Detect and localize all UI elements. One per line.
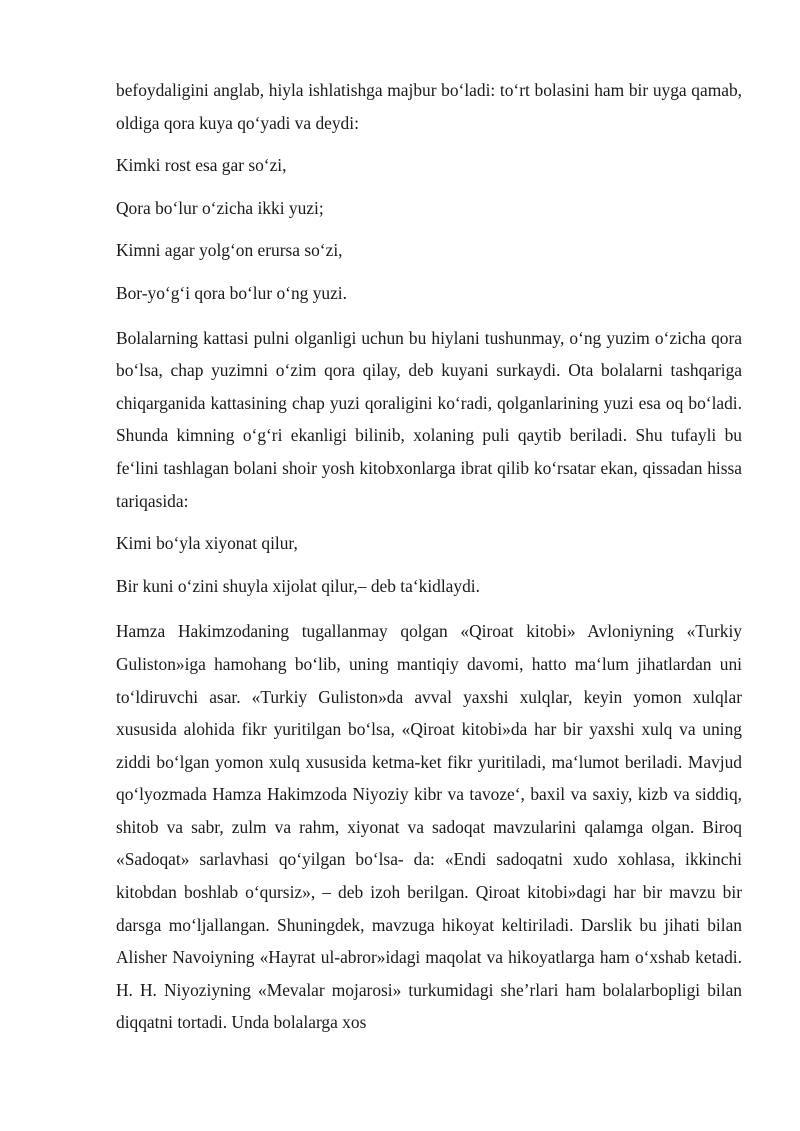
verse-line-1: Kimki rost esa gar so‘zi, xyxy=(116,155,287,176)
verse-line-3: Kimni agar yolg‘on erursa so‘zi, xyxy=(116,240,343,261)
verse-line-6: Bir kuni o‘zini shuyla xijolat qilur,– deb ta‘kidlaydi. xyxy=(116,575,480,596)
verse-line-2: Qora bo‘lur o‘zicha ikki yuzi; xyxy=(116,197,324,218)
paragraph-1: befoydaligini anglab, hiyla ishlatishga majbur bo‘ladi: to‘rt bolasini ham bir uyga qamab, oldiga qora kuya qo‘yadi va deydi: xyxy=(116,80,742,133)
verse-line-4: Bor-yo‘g‘i qora bo‘lur o‘ng yuzi. xyxy=(116,282,347,303)
paragraph-2: Bolalarning kattasi pulni olganligi uchun bu hiylani tushunmay, o‘ng yuzim o‘zicha qora bo‘lsa, chap yuzimni o‘zim qora qilay, deb kuyani surkaydi. Ota bolalarni tashqariga chiqarganida kattasining chap yuzi qoraligini ko‘radi, qolganlarining yuzi esa oq bo‘ladi. Shunda kimning o‘g‘ri ekanligi bilinib, xolaning puli qaytib beriladi. Shu tufayli bu fe‘lini tashlagan bolani shoir yosh kitobxonlarga ibrat qilib ko‘rsatar ekan, qissadan hissa tariqasida: xyxy=(116,327,742,511)
verse-line-5: Kimi bo‘yla xiyonat qilur, xyxy=(116,533,298,554)
paragraph-3: Hamza Hakimzodaning tugallanmay qolgan «Qiroat kitobi» Avloniyning «Turkiy Guliston»iga hamohang bo‘lib, uning mantiqiy davomi, hatto ma‘lum jihatlardan uni to‘ldiruvchi asar. «Turkiy Guliston»da avval yaxshi xulqlar, keyin yomon xulqlar xususida alohida fikr yuritilgan bo‘lsa, «Qiroat kitobi»da har bir yaxshi xulq va uning ziddi bo‘lgan yomon xulq xususida ketma-ket fikr yuritiladi, ma‘lumot beriladi. Mavjud qo‘lyozmada Hamza Hakimzoda Niyoziy kibr va tavoze‘, baxil va saxiy, kizb va siddiq, shitob va sabr, zulm va rahm, xiyonat va sadoqat mavzularini qalamga olgan. Biroq «Sadoqat» sarlavhasi qo‘yilgan bo‘lsa- da: «Endi sadoqatni xudo xohlasa, ikkinchi kitobdan boshlab o‘qursiz», – deb izoh berilgan. Qiroat kitobi»dagi har bir mavzu bir darsga mo‘ljallangan. Shuningdek, mavzuga hikoyat keltiriladi. Darslik bu jihati bilan Alisher Navoiyning «Hayrat ul-abror»idagi maqolat va hikoyatlarga ham o‘xshab ketadi. H. H. Niyoziyning «Mevalar mojarosi» turkumidagi she’rlari ham bolalarbopligi bilan diqqatni tortadi. Unda bolalarga xos xyxy=(116,621,742,1033)
document-body xyxy=(116,74,742,1039)
